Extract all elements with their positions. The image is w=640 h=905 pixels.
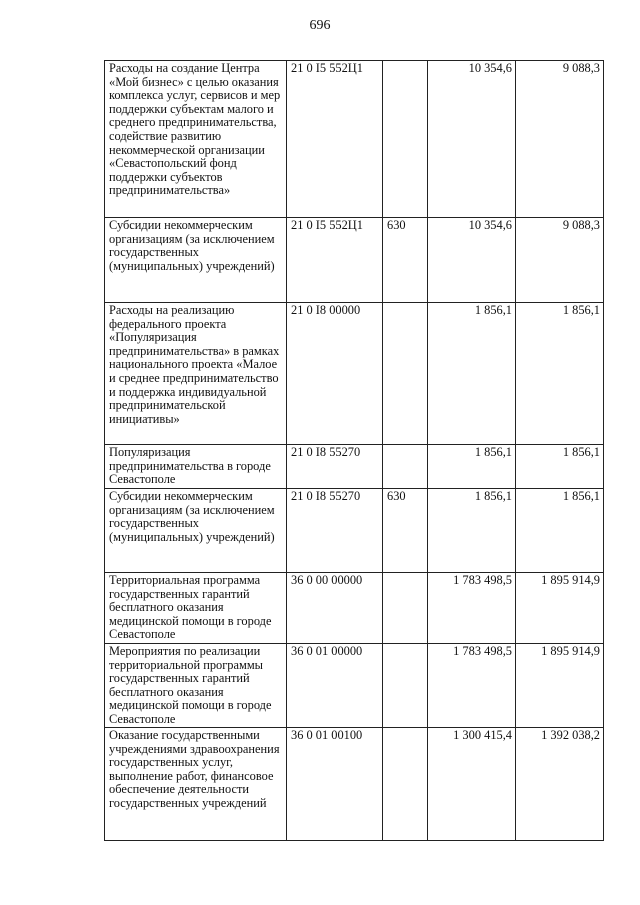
row-name-text: Расходы на создание Центра «Мой бизнес» с целью оказания комплекса услуг, сервисов и мер поддержки субъектам малого и среднего предпринимательства, содействие развитию некоммерческой организации «Севастопольский фонд поддержки субъектов предпринимательства» <box>109 61 281 198</box>
row-year2-cell: 1 895 914,9 <box>516 573 604 644</box>
row-year1-cell: 1 856,1 <box>428 303 516 445</box>
table-row <box>105 445 604 489</box>
row-year1-cell: 1 783 498,5 <box>428 644 516 728</box>
row-name-text: Мероприятия по реализации территориальной программы государственных гарантий бесплатного оказания медицинской помощи в городе Севастополе <box>109 644 272 726</box>
table-row <box>105 489 604 573</box>
row-year2-cell: 1 856,1 <box>516 445 604 489</box>
row-year2-cell: 1 895 914,9 <box>516 644 604 728</box>
row-year2-cell: 9 088,3 <box>516 218 604 303</box>
row-year1-cell: 10 354,6 <box>428 61 516 218</box>
row-code-cell: 36 0 01 00000 <box>287 644 383 728</box>
row-vr-cell <box>383 728 428 841</box>
row-vr-cell <box>383 303 428 445</box>
row-name-cell <box>105 61 287 218</box>
row-vr-cell <box>383 573 428 644</box>
row-name-cell <box>105 303 287 445</box>
page-number: 696 <box>309 18 331 33</box>
row-year1-cell: 1 856,1 <box>428 445 516 489</box>
row-year1-cell: 10 354,6 <box>428 218 516 303</box>
row-name-text: Оказание государственными учреждениями здравоохранения государственных услуг, выполнение работ, финансовое обеспечение деятельности государственных учреждений <box>109 728 280 810</box>
table-row <box>105 61 604 218</box>
row-vr-cell <box>383 445 428 489</box>
row-name-cell <box>105 728 287 841</box>
row-name-text: Территориальная программа государственных гарантий бесплатного оказания медицинской помощи в городе Севастополе <box>109 573 272 642</box>
row-vr-cell <box>383 644 428 728</box>
table-row <box>105 218 604 303</box>
row-name-cell <box>105 489 287 573</box>
row-vr-cell: 630 <box>383 489 428 573</box>
row-year2-cell: 1 856,1 <box>516 303 604 445</box>
row-year2-cell: 1 392 038,2 <box>516 728 604 841</box>
table-row <box>105 644 604 728</box>
row-code-cell: 36 0 00 00000 <box>287 573 383 644</box>
row-vr-cell <box>383 61 428 218</box>
row-code-cell: 21 0 I8 00000 <box>287 303 383 445</box>
budget-table <box>104 60 604 841</box>
row-name-cell <box>105 218 287 303</box>
row-vr-cell: 630 <box>383 218 428 303</box>
table-row <box>105 728 604 841</box>
row-year1-cell: 1 856,1 <box>428 489 516 573</box>
row-name-text: Расходы на реализацию федерального проекта «Популяризация предпринимательства» в рамках национального проекта «Малое и среднее предпринимательство и поддержка индивидуальной предпринимательской инициативы» <box>109 303 280 426</box>
row-name-text: Популяризация предпринимательства в городе Севастополе <box>109 445 271 487</box>
table-row <box>105 573 604 644</box>
row-year1-cell: 1 783 498,5 <box>428 573 516 644</box>
row-name-cell <box>105 445 287 489</box>
row-code-cell: 21 0 I5 552Ц1 <box>287 61 383 218</box>
row-code-cell: 36 0 01 00100 <box>287 728 383 841</box>
row-year1-cell: 1 300 415,4 <box>428 728 516 841</box>
row-name-text: Субсидии некоммерческим организациям (за исключением государственных (муниципальных) учреждений) <box>109 489 275 544</box>
row-code-cell: 21 0 I8 55270 <box>287 489 383 573</box>
row-name-cell <box>105 573 287 644</box>
row-year2-cell: 9 088,3 <box>516 61 604 218</box>
row-code-cell: 21 0 I8 55270 <box>287 445 383 489</box>
row-year2-cell: 1 856,1 <box>516 489 604 573</box>
row-name-text: Субсидии некоммерческим организациям (за исключением государственных (муниципальных) учреждений) <box>109 218 275 273</box>
row-name-cell <box>105 644 287 728</box>
table-row <box>105 303 604 445</box>
row-code-cell: 21 0 I5 552Ц1 <box>287 218 383 303</box>
